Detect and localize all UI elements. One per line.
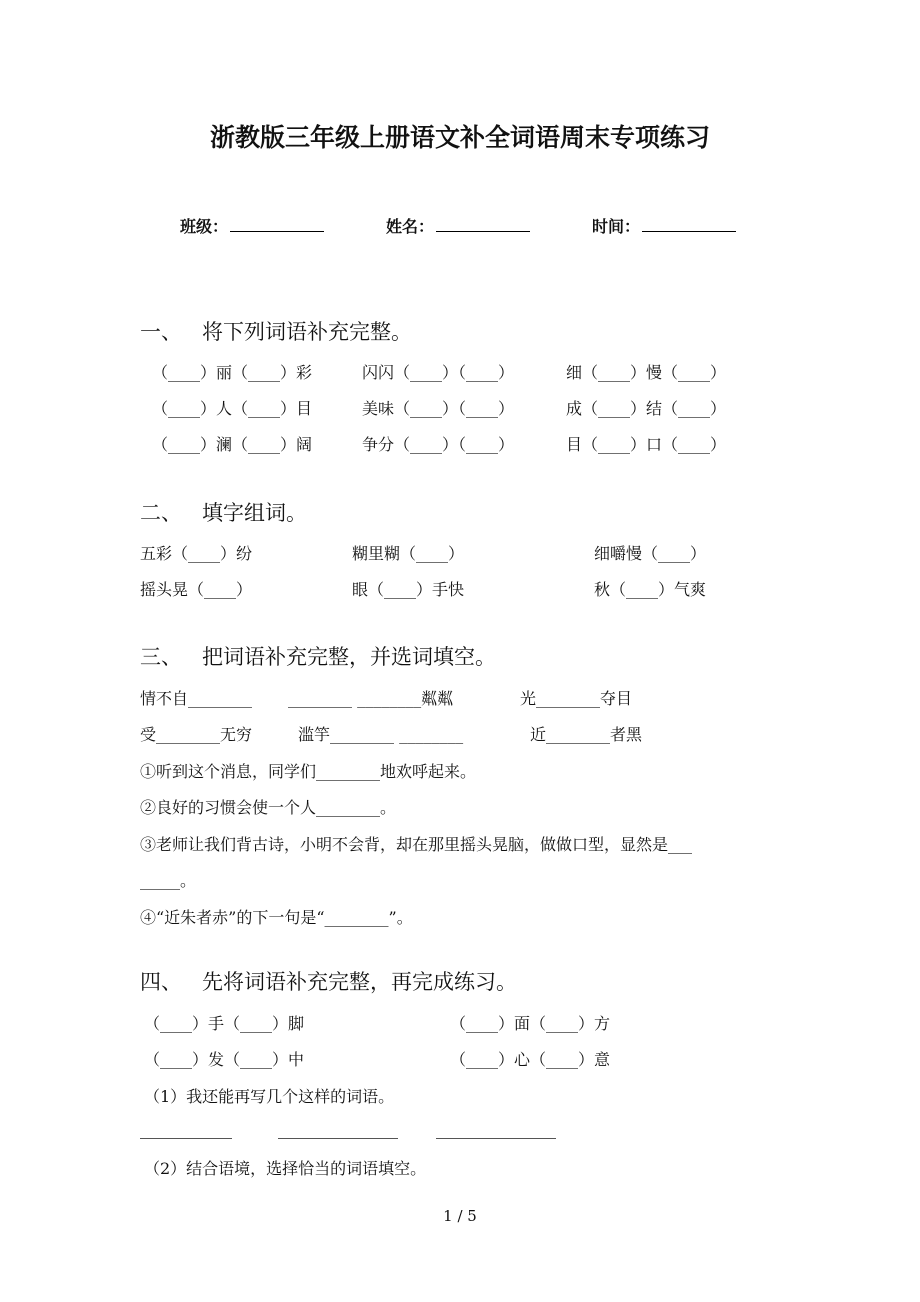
s1-row1-col2: 闪闪（____）（____）	[362, 363, 515, 382]
class-label: 班级：	[180, 217, 229, 236]
s3-question-3-cont: _____。	[140, 871, 197, 890]
section-3-heading: 三、 把词语补充完整，并选词填空。	[140, 645, 496, 669]
answer-line-1[interactable]	[140, 1138, 232, 1139]
s2-row1-col1: 五彩（____）纷	[140, 544, 253, 563]
name-blank[interactable]	[436, 219, 530, 232]
s1-row1-col1: （____）丽（____）彩	[152, 363, 313, 382]
page-number: 1 / 5	[443, 1207, 477, 1225]
section-1-heading: 一、 将下列词语补充完整。	[140, 320, 412, 344]
s4-row2-col1: （____）发（____）中	[144, 1050, 305, 1069]
s3-word-6: 近________者黑	[530, 725, 643, 744]
s3-word-5: 滥竽________ ________	[298, 725, 464, 744]
class-blank[interactable]	[230, 219, 324, 232]
s3-word-4: 受________无穷	[140, 725, 253, 744]
s2-row1-col2: 糊里糊（____）	[352, 544, 465, 563]
class-field	[180, 214, 324, 237]
s4-row2-col2: （____）心（____）意	[450, 1050, 611, 1069]
answer-line-2[interactable]	[278, 1138, 398, 1139]
answer-line-3[interactable]	[436, 1138, 556, 1139]
time-label: 时间：	[592, 217, 641, 236]
s3-question-2: ②良好的习惯会使一个人________。	[140, 798, 397, 817]
name-field	[386, 214, 530, 237]
s3-question-1: ①听到这个消息，同学们________地欢呼起来。	[140, 762, 477, 781]
s1-row2-col1: （____）人（____）目	[152, 399, 313, 418]
s4-sub-question-1: （1）我还能再写几个这样的词语。	[144, 1087, 395, 1106]
s1-row1-col3: 细（____）慢（____）	[566, 363, 727, 382]
s3-word-1: 情不自________	[140, 689, 253, 708]
time-field	[592, 214, 736, 237]
name-label: 姓名：	[386, 217, 435, 236]
s4-row1-col1: （____）手（____）脚	[144, 1014, 305, 1033]
s1-row2-col2: 美味（____）（____）	[362, 399, 515, 418]
time-blank[interactable]	[642, 219, 736, 232]
s1-row2-col3: 成（____）结（____）	[566, 399, 727, 418]
s1-row3-col3: 目（____）口（____）	[566, 435, 727, 454]
s2-row2-col3: 秋（____）气爽	[594, 580, 707, 599]
s4-row1-col2: （____）面（____）方	[450, 1014, 611, 1033]
page-title: 浙教版三年级上册语文补全词语周末专项练习	[209, 123, 710, 152]
s1-row3-col2: 争分（____）（____）	[362, 435, 515, 454]
s3-word-3: 光________夺目	[520, 689, 633, 708]
s3-question-4: ④“近朱者赤”的下一句是“________”。	[140, 908, 413, 927]
s2-row2-col2: 眼（____）手快	[352, 580, 465, 599]
s2-row2-col1: 摇头晃（____）	[140, 580, 253, 599]
section-2-heading: 二、 填字组词。	[140, 501, 307, 525]
s1-row3-col1: （____）澜（____）阔	[152, 435, 313, 454]
s3-word-2: ________ ________粼粼	[288, 689, 454, 708]
section-4-heading: 四、 先将词语补充完整，再完成练习。	[140, 970, 517, 994]
s4-sub-question-2: （2）结合语境，选择恰当的词语填空。	[144, 1159, 427, 1178]
s2-row1-col3: 细嚼慢（____）	[594, 544, 707, 563]
s3-question-3: ③老师让我们背古诗，小明不会背，却在那里摇头晃脑，做做口型，显然是___	[140, 835, 693, 854]
